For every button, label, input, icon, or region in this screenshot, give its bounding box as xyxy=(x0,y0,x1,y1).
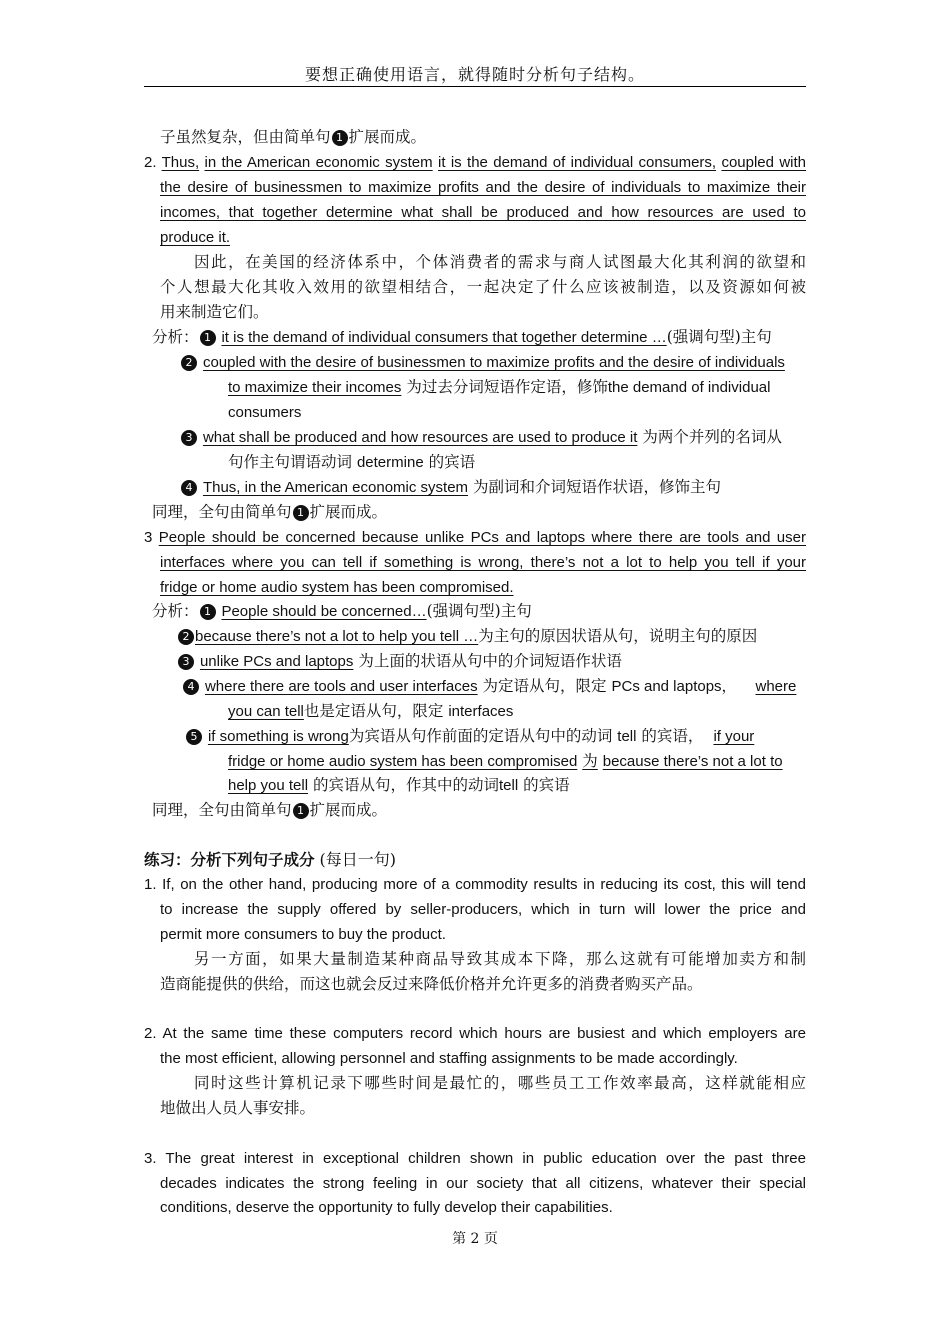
practice-line: decades indicates the strong feeling in our society that all citizens, whatever their special xyxy=(160,1175,806,1192)
practice-line: 同时这些计算机记录下哪些时间是最忙的，哪些员工工作效率最高，这样就能相应 xyxy=(194,1074,806,1092)
practice-line: 造商能提供的供给，而这也就会反过来降低价格并允许更多的消费者购买产品。 xyxy=(160,975,703,993)
practice-line: 3. The great interest in exceptional children shown in public education over the past three xyxy=(144,1150,806,1167)
text-line: 同理，全句由简单句 1 扩展而成。 xyxy=(152,503,388,521)
text-line: incomes, that together determine what shall be produced and how resources are used to xyxy=(160,204,806,221)
analysis-line: help you tell 的宾语从句，作其中的动词tell 的宾语 xyxy=(228,776,570,794)
analysis-line: 4 Thus, in the American economic system 为副词和介词短语作状语，修饰主句 xyxy=(180,475,721,500)
analysis-line: 2 because there’s not a lot to help you tell …为主句的原因状语从句，说明主句的原因 xyxy=(177,624,757,649)
analysis-line: 分析： 1 People should be concerned…(强调句型)主句 xyxy=(152,602,532,620)
practice-line: conditions, deserve the opportunity to fully develop their capabilities. xyxy=(160,1199,613,1216)
practice-line: 1. If, on the other hand, producing more of a commodity results in reducing its cost, this will tend xyxy=(144,876,806,893)
analysis-line: 5 if something is wrong为宾语从句作前面的定语从句中的动词 tell 的宾语， if your xyxy=(185,724,754,749)
analysis-line: 句作主句谓语动词 determine 的宾语 xyxy=(228,453,476,471)
text-line: interfaces where you can tell if something is wrong, there’s not a lot to help you tell if your xyxy=(160,554,806,571)
practice-line: the most efficient, allowing personnel and staffing assignments to be made accordingly. xyxy=(160,1050,738,1067)
circled-number: 1 xyxy=(200,330,216,346)
analysis-line: to maximize their incomes 为过去分词短语作定语，修饰the demand of individual xyxy=(228,378,771,396)
analysis-line: you can tell也是定语从句，限定 interfaces xyxy=(228,702,514,720)
analysis-line: 分析： 1 it is the demand of individual consumers that together determine …(强调句型)主句 xyxy=(152,328,772,346)
text-line: 子虽然复杂，但由简单句 1 扩展而成。 xyxy=(160,128,427,146)
text-line: fridge or home audio system has been compromised. xyxy=(160,579,514,596)
text-line: 用来制造它们。 xyxy=(160,303,269,321)
practice-line: 地做出人员人事安排。 xyxy=(160,1099,316,1117)
circled-number: 2 xyxy=(178,629,194,645)
text-line: 同理，全句由简单句 1 扩展而成。 xyxy=(152,801,388,819)
circled-number: 2 xyxy=(181,355,197,371)
analysis-line: 3 what shall be produced and how resources are used to produce it 为两个并列的名词从 xyxy=(180,425,782,450)
circled-number: 3 xyxy=(178,654,194,670)
circled-number: 3 xyxy=(181,430,197,446)
circled-number: 1 xyxy=(332,130,348,146)
analysis-line: 3 unlike PCs and laptops 为上面的状语从句中的介词短语作状语 xyxy=(177,649,622,674)
header-rule xyxy=(144,86,806,87)
circled-number: 4 xyxy=(181,480,197,496)
text-line: 3 People should be concerned because unlike PCs and laptops where there are tools and user xyxy=(144,529,806,546)
practice-line: permit more consumers to buy the product. xyxy=(160,926,446,943)
analysis-line: 4 where there are tools and user interfaces 为定语从句，限定 PCs and laptops， where xyxy=(182,674,796,699)
text-line: 因此，在美国的经济体系中，个体消费者的需求与商人试图最大化其利润的欲望和 xyxy=(194,253,806,271)
analysis-line: consumers xyxy=(228,404,302,421)
circled-number: 1 xyxy=(293,505,309,521)
text-line: produce it. xyxy=(160,229,231,246)
text-line: 2. Thus, in the American economic system it is the demand of individual consumers, coupled with xyxy=(144,154,807,171)
practice-line: 另一方面，如果大量制造某种商品导致其成本下降，那么这就有可能增加卖方和制 xyxy=(194,950,806,968)
practice-line: to increase the supply offered by seller-producers, which in turn will lower the price and xyxy=(160,901,806,918)
section-title: 练习：分析下列句子成分 (每日一句) xyxy=(144,850,396,869)
practice-line: 2. At the same time these computers record which hours are busiest and which employers are xyxy=(144,1025,806,1042)
circled-number: 1 xyxy=(293,803,309,819)
analysis-line: 2 coupled with the desire of businessmen to maximize profits and the desire of individuals xyxy=(180,350,785,375)
circled-number: 5 xyxy=(186,729,202,745)
circled-number: 4 xyxy=(183,679,199,695)
text-line: the desire of businessmen to maximize profits and the desire of individuals to maximize their xyxy=(160,179,806,196)
analysis-line: fridge or home audio system has been compromised 为 because there’s not a lot to xyxy=(228,752,783,770)
text-line: 个人想最大化其收入效用的欲望相结合，一起决定了什么应该被制造，以及资源如何被 xyxy=(160,278,806,296)
page-number: 第 2 页 xyxy=(452,1231,498,1247)
page-header: 要想正确使用语言，就得随时分析句子结构。 xyxy=(304,65,645,84)
circled-number: 1 xyxy=(200,604,216,620)
